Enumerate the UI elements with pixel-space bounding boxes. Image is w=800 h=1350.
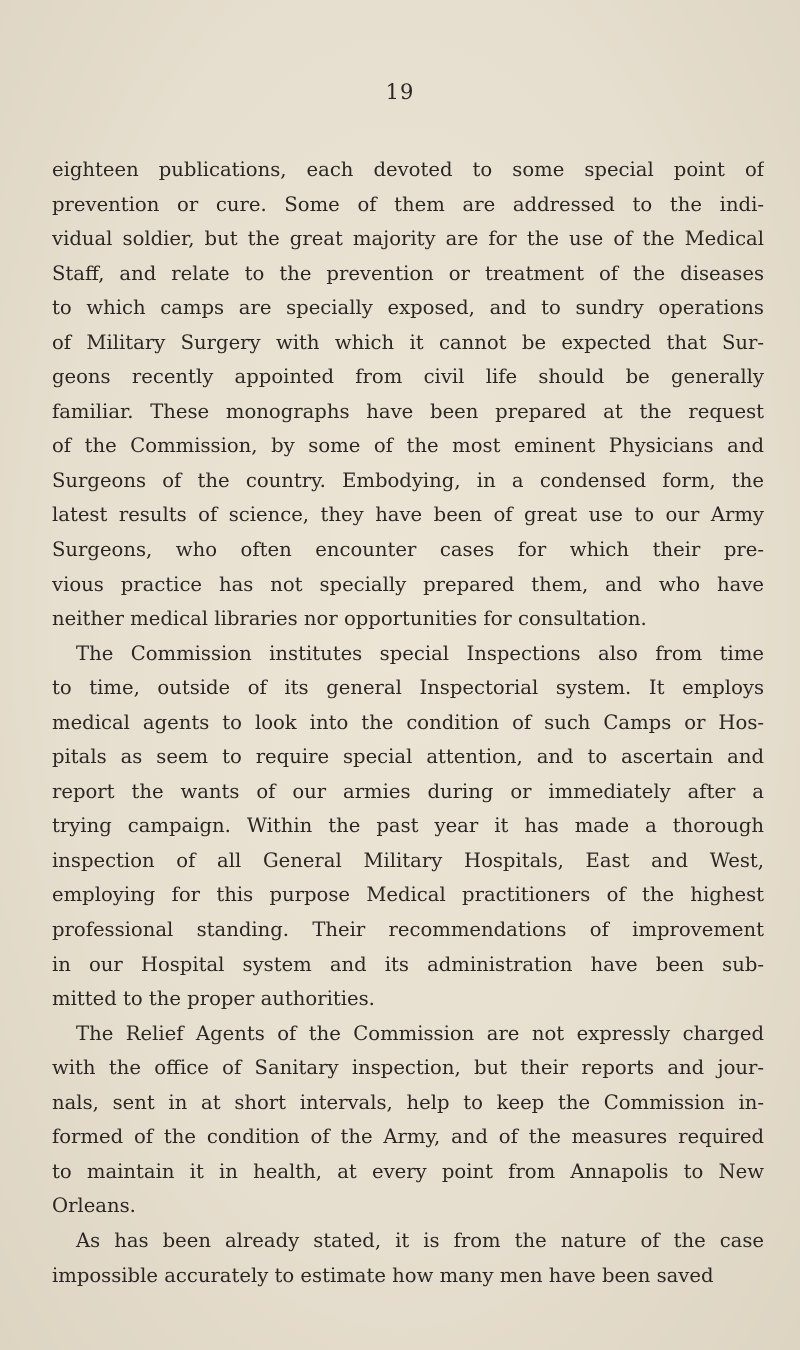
text-line: in our Hospital system and its administration have been sub-	[52, 952, 764, 976]
text-line: prevention or cure. Some of them are addressed to the indi-	[52, 192, 764, 216]
text-line: employing for this purpose Medical practitioners of the highest	[52, 883, 764, 907]
text-line: mitted to the proper authorities.	[52, 987, 375, 1011]
text-line: vidual soldier, but the great majority are for the use of the Medical	[52, 227, 764, 251]
text-line: to time, outside of its general Inspectorial system. It employs	[52, 676, 764, 700]
text-line: vious practice has not specially prepared them, and who have	[52, 572, 764, 596]
text-line: Staff, and relate to the prevention or treatment of the diseases	[52, 261, 764, 285]
text-line: with the office of Sanitary inspection, but their reports and jour-	[52, 1056, 764, 1080]
text-line: The Commission institutes special Inspections also from time	[76, 641, 764, 665]
text-line: to maintain it in health, at every point from Annapolis to New	[52, 1159, 764, 1183]
text-line: pitals as seem to require special attention, and to ascertain and	[52, 745, 764, 769]
paragraph	[52, 637, 764, 1017]
text-line: Surgeons, who often encounter cases for which their pre-	[52, 538, 764, 562]
text-line: formed of the condition of the Army, and of the measures required	[52, 1125, 764, 1149]
text-line: Surgeons of the country. Embodying, in a condensed form, the	[52, 468, 764, 492]
text-line: impossible accurately to estimate how many men have been saved	[52, 1263, 714, 1287]
text-line: Orleans.	[52, 1194, 136, 1218]
text-line: familiar. These monographs have been prepared at the request	[52, 399, 764, 423]
text-line: report the wants of our armies during or immediately after a	[52, 779, 764, 803]
paragraph	[52, 1224, 764, 1293]
text-line: to which camps are specially exposed, and to sundry operations	[52, 296, 764, 320]
text-line: geons recently appointed from civil life should be generally	[52, 365, 764, 389]
paragraph	[52, 1017, 764, 1224]
text-line: trying campaign. Within the past year it has made a thorough	[52, 814, 764, 838]
text-line: medical agents to look into the condition of such Camps or Hos-	[52, 710, 764, 734]
text-line: neither medical libraries nor opportunities for consultation.	[52, 607, 647, 631]
text-line: inspection of all General Military Hospitals, East and West,	[52, 848, 764, 872]
page-number: 19	[385, 80, 415, 104]
paragraph	[52, 153, 764, 637]
text-line: professional standing. Their recommendations of improvement	[52, 918, 764, 942]
body-text	[52, 153, 764, 1293]
text-line: As has been already stated, it is from the nature of the case	[76, 1228, 764, 1252]
text-line: of Military Surgery with which it cannot be expected that Sur-	[52, 330, 764, 354]
text-line: eighteen publications, each devoted to some special point of	[52, 158, 764, 181]
text-line: latest results of science, they have been of great use to our Army	[52, 503, 764, 527]
text-line: of the Commission, by some of the most eminent Physicians and	[52, 434, 764, 458]
text-line: The Relief Agents of the Commission are not expressly charged	[76, 1021, 764, 1045]
text-line: nals, sent in at short intervals, help to keep the Commission in-	[52, 1090, 764, 1114]
